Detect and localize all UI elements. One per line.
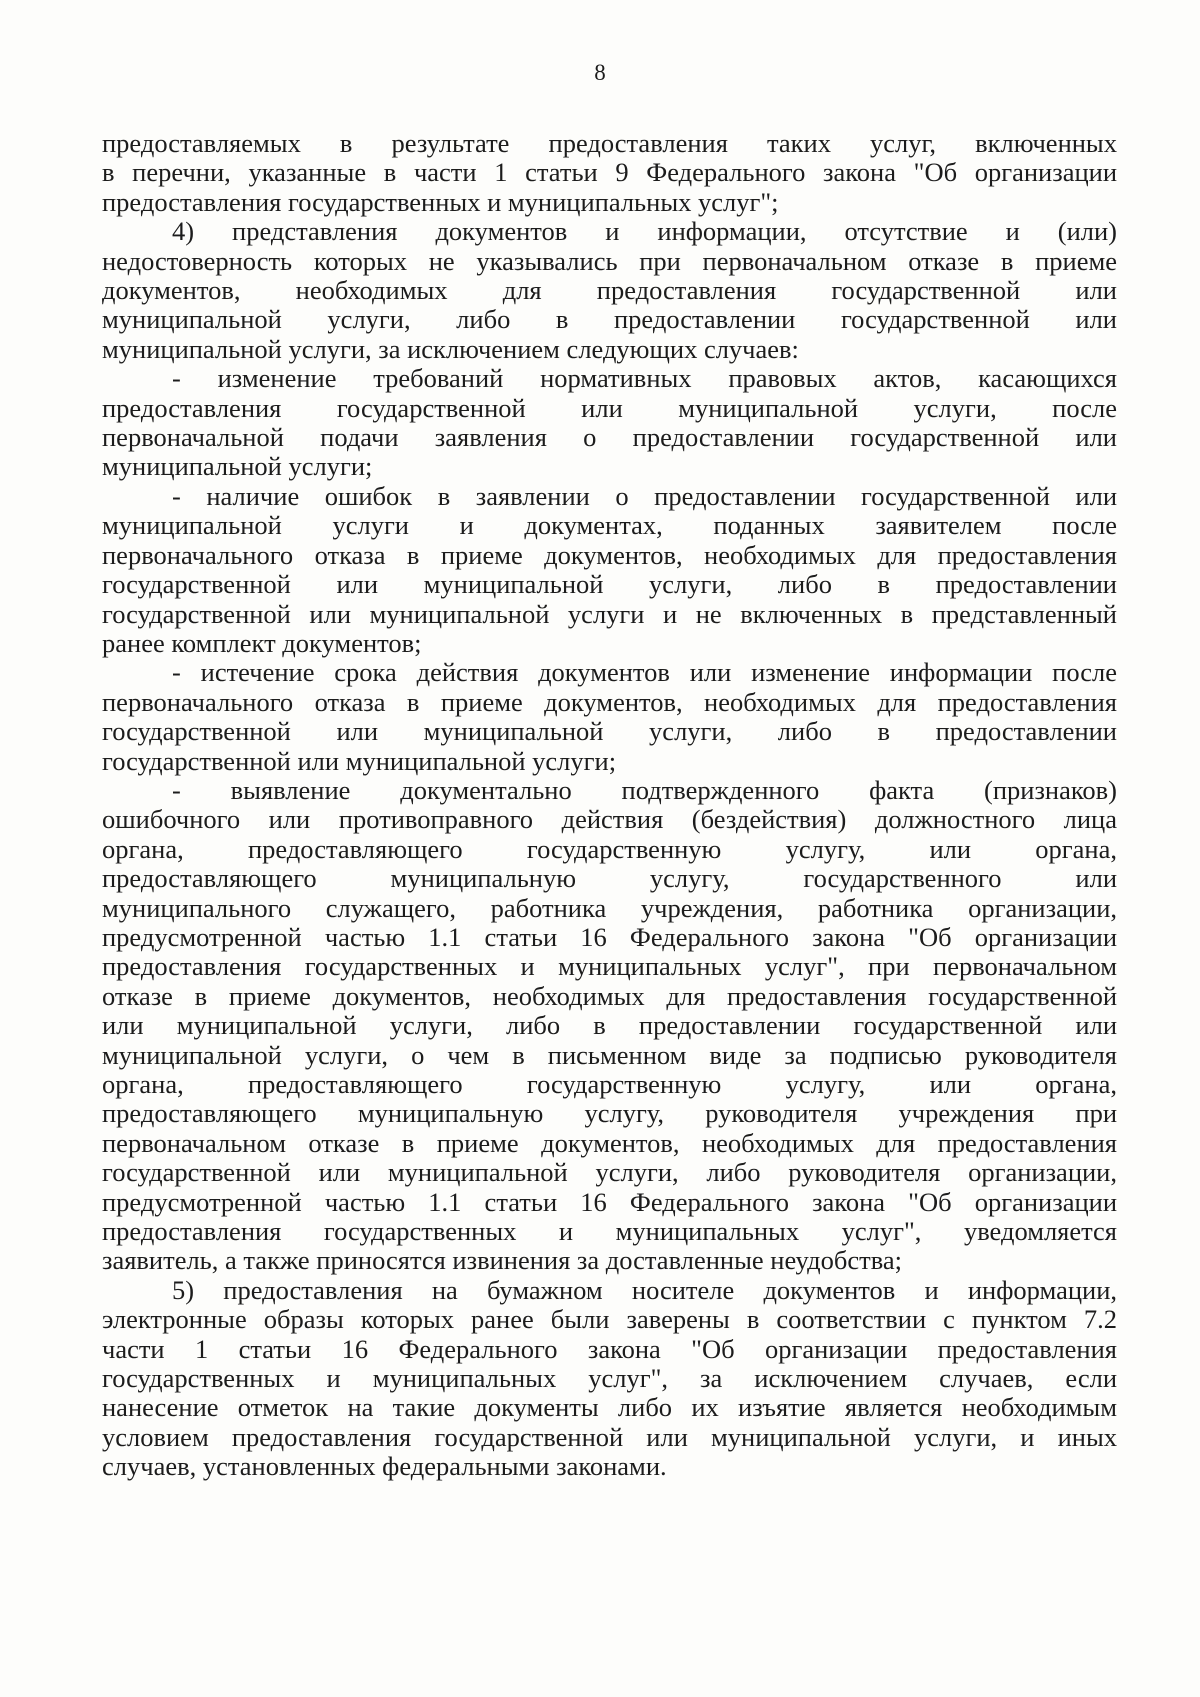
text-line: органа, предоставляющего государственную услугу, или органа, (102, 1069, 1117, 1099)
text-line: - наличие ошибок в заявлении о предоставлении государственной или (172, 480, 1117, 511)
text-line: или муниципальной услуги, либо в предоставлении государственной или (102, 1010, 1117, 1041)
text-line: - выявление документально подтвержденного факта (признаков) (172, 774, 1117, 805)
text-line: муниципальной услуги, либо в предоставлении государственной или (102, 304, 1117, 335)
text-line: 4) представления документов и информации, отсутствие и (или) (172, 216, 1117, 247)
text-line: заявитель, а также приносятся извинения за доставленные неудобства; (102, 1245, 902, 1276)
page-number: 8 (594, 60, 606, 85)
text-line: - изменение требований нормативных правовых актов, касающихся (172, 363, 1117, 394)
text-line: ошибочного или противоправного действия (бездействия) должностного лица (102, 804, 1117, 835)
paragraph (102, 129, 1117, 217)
text-line: предусмотренной частью 1.1 статьи 16 Федерального закона "Об организации (102, 1186, 1117, 1217)
text-line: государственной или муниципальной услуги, либо в предоставлении (102, 716, 1117, 747)
paragraph (102, 482, 1117, 658)
text-line: муниципальной услуги и документах, поданных заявителем после (102, 510, 1117, 541)
text-line: предоставляющего муниципальную услугу, государственного или (102, 863, 1117, 894)
text-line: муниципальной услуги, о чем в письменном виде за подписью руководителя (102, 1039, 1117, 1070)
text-line: государственной или муниципальной услуги и не включенных в представленный (102, 598, 1117, 629)
text-line: - истечение срока действия документов или изменение информации после (172, 657, 1117, 688)
paragraph (102, 1276, 1117, 1482)
paragraph (102, 658, 1117, 776)
text-line: нанесение отметок на такие документы либо их изъятие является необходимым (102, 1392, 1117, 1423)
text-line: части 1 статьи 16 Федерального закона "Об организации предоставления (102, 1333, 1117, 1364)
text-line: отказе в приеме документов, необходимых для предоставления государственной (102, 980, 1117, 1011)
text-line: муниципальной услуги, за исключением следующих случаев: (102, 333, 799, 364)
text-line: ранее комплект документов; (102, 627, 422, 658)
text-line: условием предоставления государственной или муниципальной услуги, и иных (102, 1421, 1117, 1452)
text-line: предоставления государственной или муниципальной услуги, после (102, 392, 1117, 423)
text-line: предоставления государственных и муниципальных услуг", уведомляется (102, 1216, 1117, 1247)
text-line: документов, необходимых для предоставления государственной или (102, 275, 1117, 306)
document-body (102, 129, 1117, 1482)
text-line: предусмотренной частью 1.1 статьи 16 Федерального закона "Об организации (102, 921, 1117, 952)
text-line: случаев, установленных федеральными законами. (102, 1451, 667, 1482)
text-line: муниципального служащего, работника учреждения, работника организации, (102, 892, 1117, 923)
text-line: государственной или муниципальной услуги, либо в предоставлении (102, 569, 1117, 600)
text-line: государственной или муниципальной услуги; (102, 745, 617, 776)
text-line: предоставляемых в результате предоставления таких услуг, включенных (102, 128, 1117, 158)
text-line: государственных и муниципальных услуг", за исключением случаев, если (102, 1363, 1117, 1394)
text-line: первоначальной подачи заявления о предоставлении государственной или (102, 422, 1117, 453)
text-line: первоначального отказа в приеме документов, необходимых для предоставления (102, 686, 1117, 717)
text-line: электронные образы которых ранее были заверены в соответствии с пунктом 7.2 (102, 1304, 1117, 1335)
paragraph (102, 217, 1117, 364)
text-line: первоначальном отказе в приеме документов, необходимых для предоставления (102, 1127, 1117, 1158)
text-line: муниципальной услуги; (102, 451, 373, 482)
text-line: предоставляющего муниципальную услугу, руководителя учреждения при (102, 1098, 1117, 1129)
text-line: государственной или муниципальной услуги, либо руководителя организации, (102, 1157, 1117, 1188)
text-line: недостоверность которых не указывались при первоначальном отказе в приеме (102, 245, 1117, 276)
text-line: в перечни, указанные в части 1 статьи 9 Федерального закона "Об организации (102, 157, 1117, 188)
paragraph (102, 776, 1117, 1276)
paragraph (102, 364, 1117, 482)
text-line: 5) предоставления на бумажном носителе документов и информации, (172, 1274, 1117, 1305)
text-line: предоставления государственных и муниципальных услуг"; (102, 186, 779, 217)
text-line: первоначального отказа в приеме документов, необходимых для предоставления (102, 539, 1117, 570)
text-line: органа, предоставляющего государственную услугу, или органа, (102, 833, 1117, 864)
text-line: предоставления государственных и муниципальных услуг", при первоначальном (102, 951, 1117, 982)
